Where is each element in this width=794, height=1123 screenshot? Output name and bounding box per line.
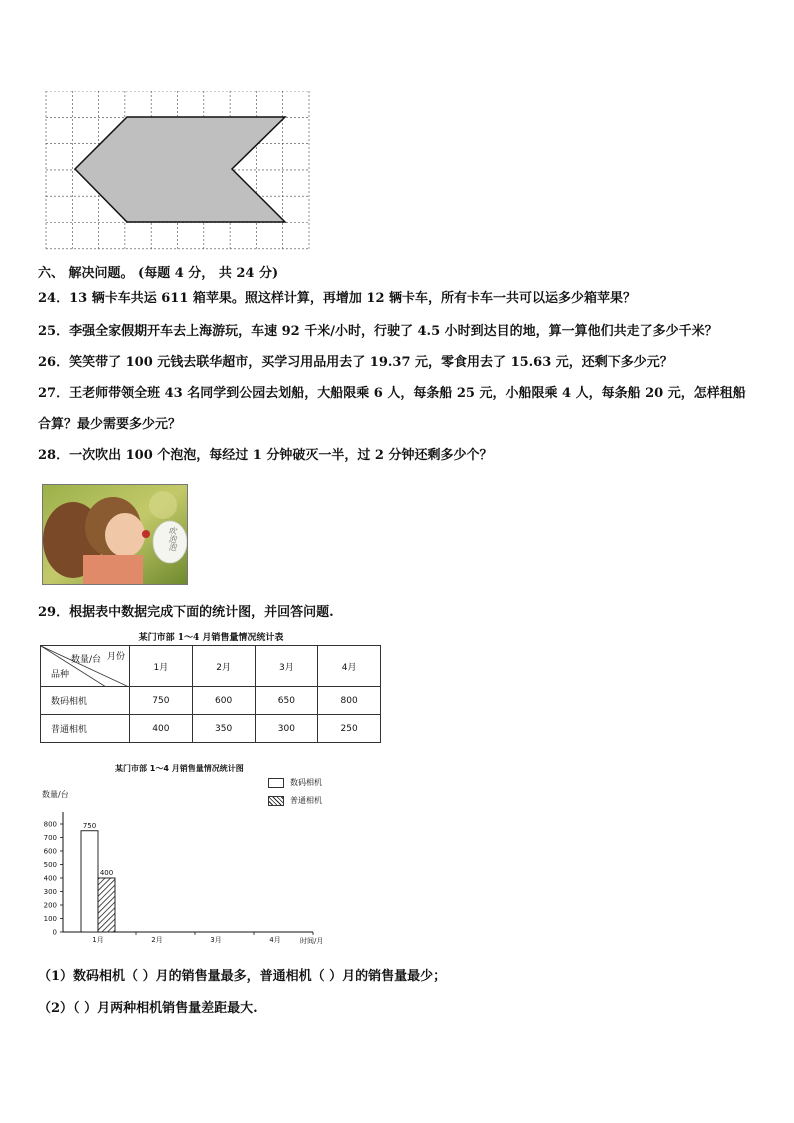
question-29: 29．根据表中数据完成下面的统计图，并回答问题. [38,605,334,620]
question-27-line1: 27．王老师带领全班 43 名同学到公园去划船，大船限乘 6 人，每条船 25 元，小船限乘 4 人，每条船 20 元，怎样租船 [38,386,746,401]
answer-line-1: （1）数码相机（ ）月的销售量最多，普通相机（ ）月的销售量最少； [38,969,447,984]
table-cell: 400 [130,715,193,743]
table-header-row [41,646,381,687]
corner-month-label: 月份 [106,652,125,662]
y-tick-label: 700 [43,834,57,842]
x-tick-label: 2月 [151,936,163,944]
bubble-girl-photo [42,484,188,585]
table-cell: 650 [255,687,318,715]
bar-chart [38,786,338,948]
table-cell: 350 [192,715,255,743]
table-cell: 250 [318,715,381,743]
question-24: 24．13 辆卡车共运 611 箱苹果。照这样计算，再增加 12 辆卡车，所有卡车一共可以运多少箱苹果？ [38,291,637,306]
y-axis-label: 数量/台 [42,790,69,799]
x-tick-label: 3月 [210,936,222,944]
month-header-1: 1月 [130,646,193,687]
grid-figure [45,91,311,251]
corner-quantity-label: 数量/台 [71,655,102,665]
corner-type-label: 品种 [51,670,70,680]
table-row [41,715,381,743]
table-corner-cell [41,646,130,687]
question-25: 25．李强全家假期开车去上海游玩，车速 92 千米/小时，行驶了 4.5 小时到达目的地，算一算他们共走了多少千米？ [38,324,718,339]
table-cell: 300 [255,715,318,743]
y-tick-label: 600 [43,847,57,856]
y-tick-label: 100 [43,915,57,923]
legend-label: 数码相机 [290,778,322,787]
row-label-film: 普通相机 [41,715,130,743]
table-cell: 800 [318,687,381,715]
chart-title: 某门市部 1～4 月销售量情况统计图 [115,764,244,773]
table-title: 某门市部 1～4 月销售量情况统计表 [138,633,284,643]
y-tick-label: 400 [43,874,57,883]
month-header-3: 3月 [255,646,318,687]
y-tick-label: 0 [52,928,57,937]
question-28: 28．一次吹出 100 个泡泡，每经过 1 分钟破灭一半，过 2 分钟还剩多少个？ [38,448,493,463]
bubble-text: 吹泡泡 [168,527,177,551]
bar-value-label: 400 [99,869,114,877]
table-cell: 750 [130,687,193,715]
y-tick-label: 200 [43,901,57,910]
row-label-digital: 数码相机 [41,687,130,715]
x-tick-label: 1月 [92,936,104,944]
y-tick-label: 500 [43,861,57,869]
question-27-line2: 合算？最少需要多少元？ [38,417,182,432]
bar-film-camera [98,878,115,932]
y-tick-label: 300 [43,888,57,896]
bar-value-label: 750 [82,821,97,830]
bar-digital-camera [81,831,98,932]
table-row [41,687,381,715]
arrow-shape [75,117,285,222]
answer-line-2: （2）（ ）月两种相机销售量差距最大. [38,1001,258,1016]
y-tick-label: 800 [43,820,57,829]
legend-label: 普通相机 [290,796,322,805]
sales-table [40,631,382,743]
x-tick-label: 4月 [269,936,281,944]
month-header-2: 2月 [192,646,255,687]
question-26: 26．笑笑带了 100 元钱去联华超市，买学习用品用去了 19.37 元，零食用去了 15.63 元，还剩下多少元？ [38,355,673,370]
x-axis-label: 时间/月 [300,937,324,945]
section-title: 六、 解决问题。 (每题 4 分， 共 24 分) [38,266,279,281]
month-header-4: 4月 [318,646,381,687]
table-cell: 600 [192,687,255,715]
